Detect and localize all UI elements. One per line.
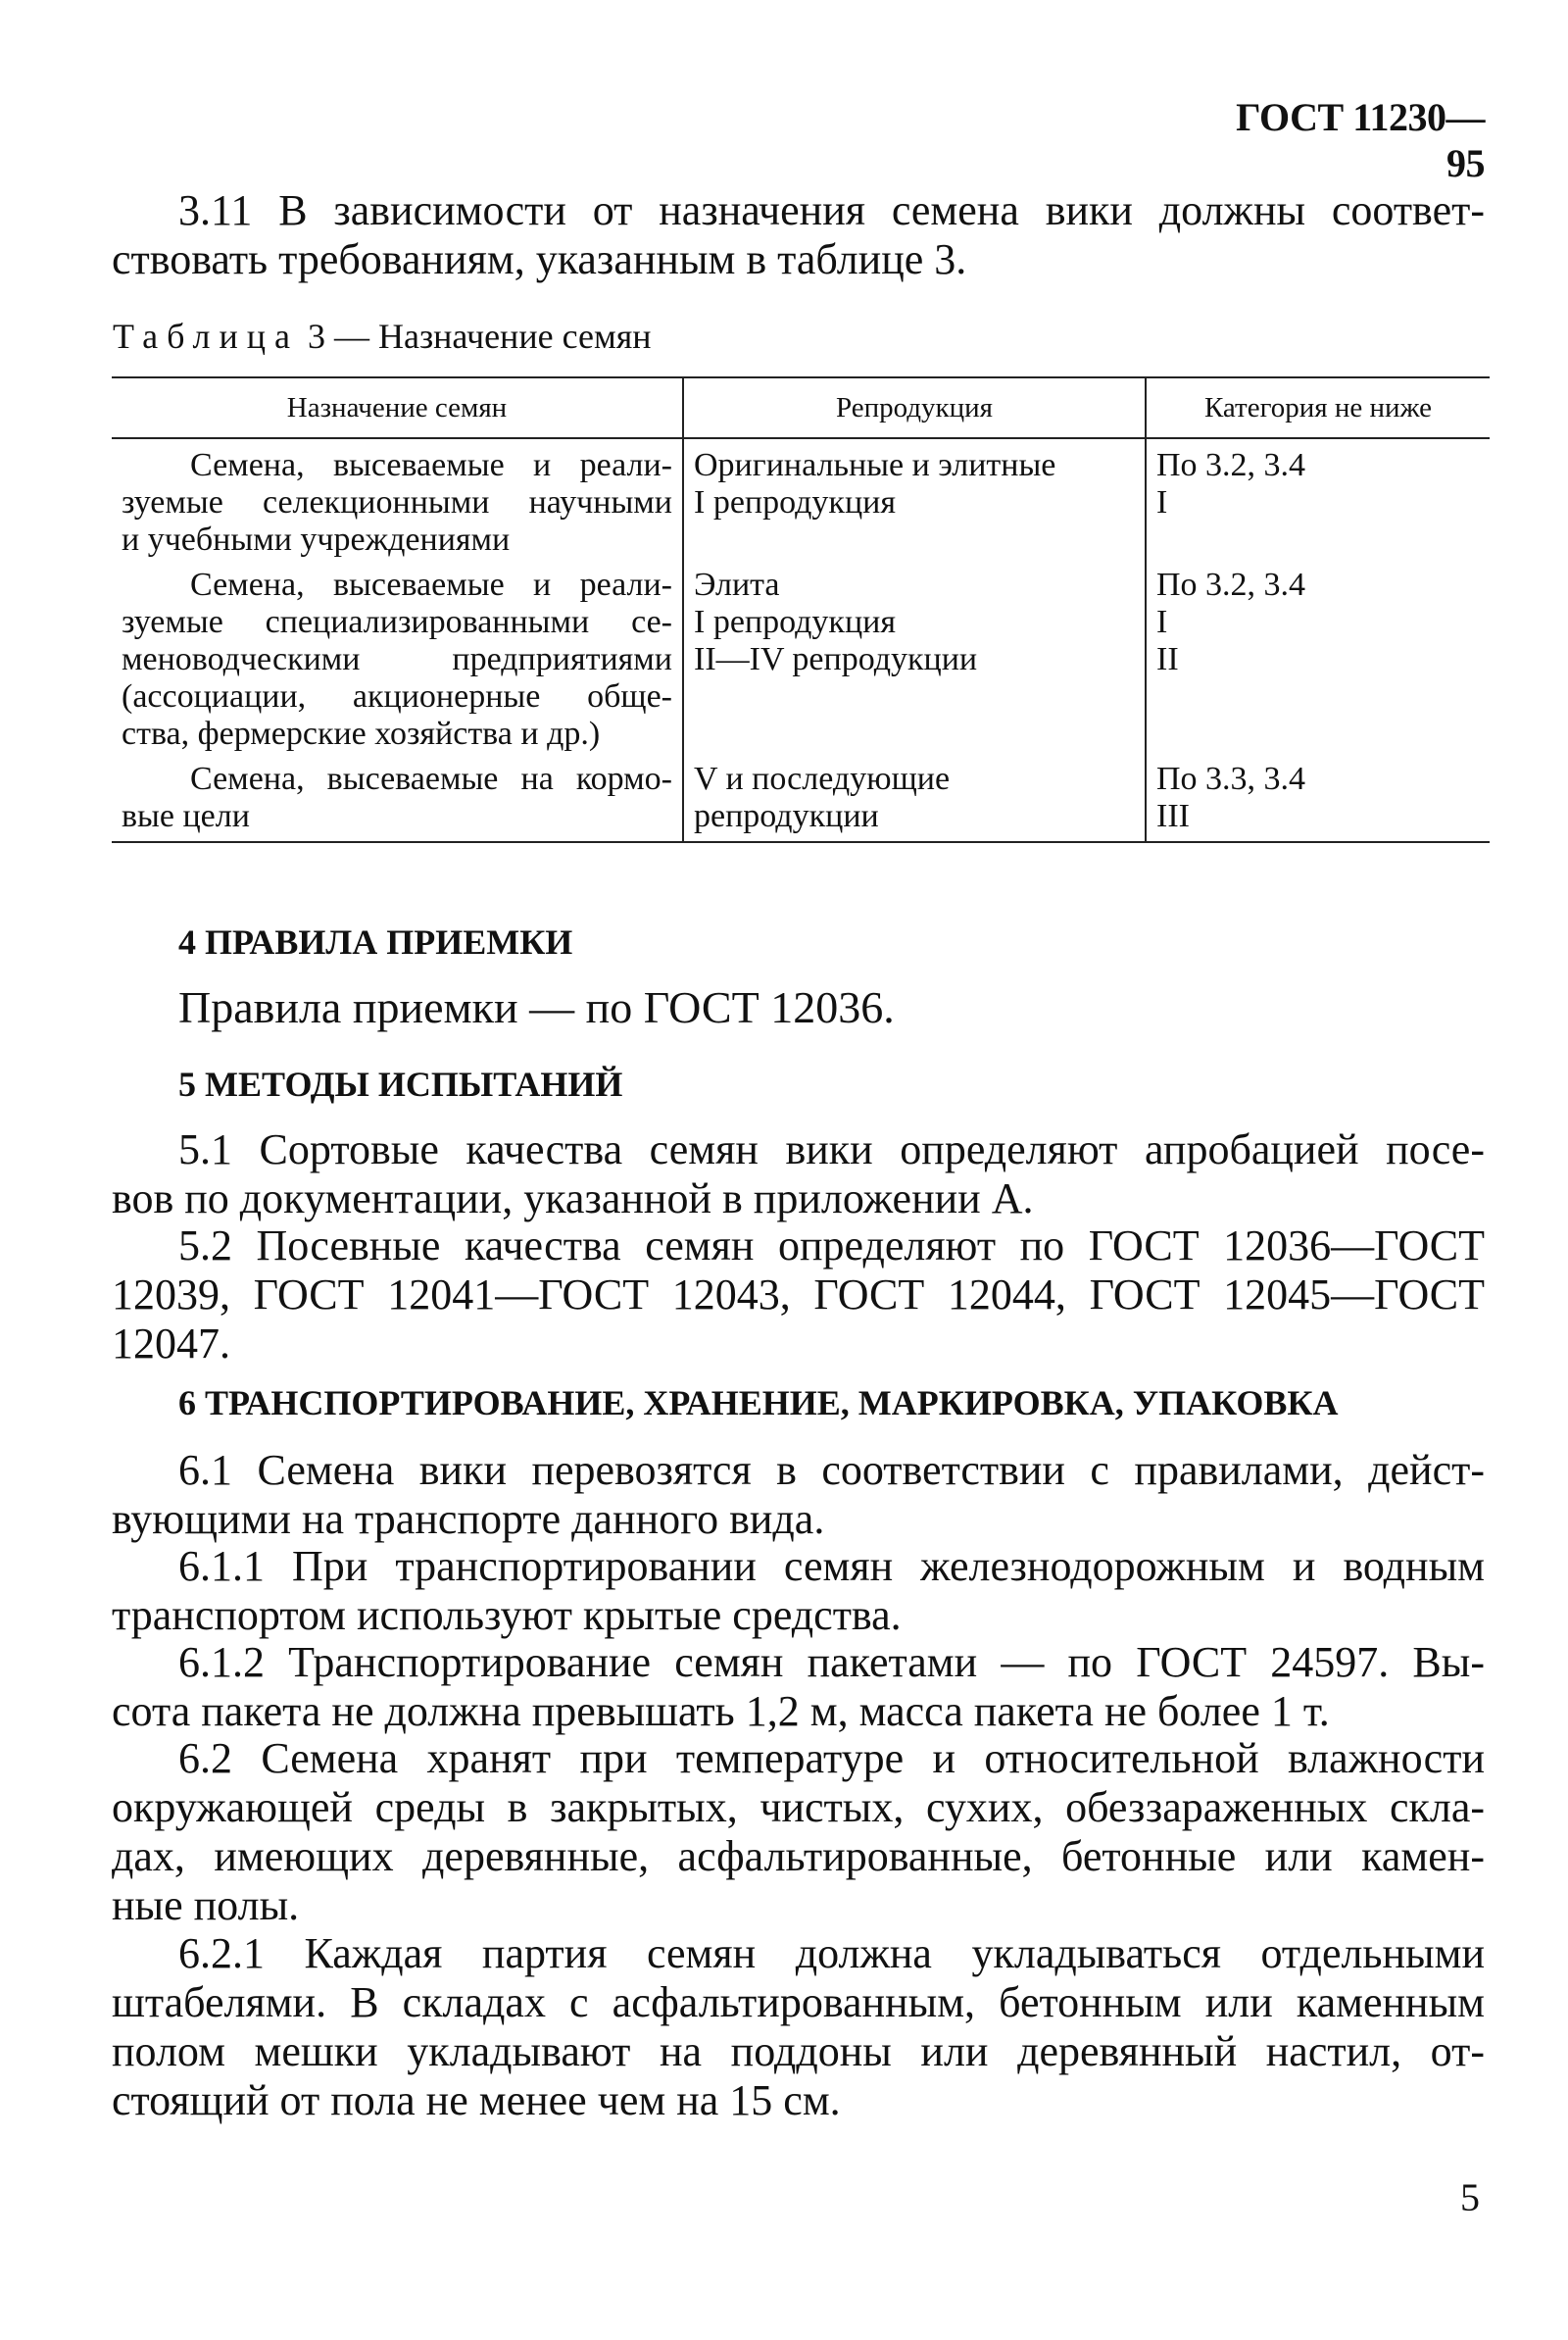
cell-line: Семена, высеваемые и реали- bbox=[190, 447, 672, 483]
cell-line: По 3.3, 3.4 bbox=[1156, 761, 1306, 797]
page-number: 5 bbox=[1460, 2175, 1480, 2219]
cell-line: (ассоциации, акционерные обще- bbox=[122, 678, 672, 715]
cell-line: репродукции bbox=[694, 798, 879, 834]
reproduction-cell bbox=[683, 559, 1146, 753]
text-line: 5.1 Сортовые качества семян вики определяют апробацией посе- bbox=[178, 1125, 1485, 1173]
cell-line: зуемые селекционными научными bbox=[122, 484, 672, 521]
text-line: 6.1.2 Транспортирование семян пакетами — по ГОСТ 24597. Вы- bbox=[178, 1638, 1485, 1686]
text-line: транспортом используют крытые средства. bbox=[112, 1591, 902, 1639]
cell-line: ства, фермерские хозяйства и др.) bbox=[122, 716, 601, 752]
section-4-heading: 4 ПРАВИЛА ПРИЕМКИ bbox=[178, 922, 573, 962]
section-5-heading: 5 МЕТОДЫ ИСПЫТАНИЙ bbox=[178, 1065, 623, 1104]
cell-line: По 3.2, 3.4 bbox=[1156, 567, 1306, 603]
table-caption bbox=[113, 316, 652, 357]
document-code: ГОСТ 11230—95 bbox=[1236, 95, 1485, 185]
column-header-category: Категория не ниже bbox=[1146, 377, 1490, 438]
text-line: дах, имеющих деревянные, асфальтированные, бетонные или камен- bbox=[112, 1832, 1485, 1880]
cell-line: III bbox=[1156, 798, 1190, 834]
text-line: ные полы. bbox=[112, 1881, 300, 1929]
table-row bbox=[112, 559, 1490, 753]
cell-line: Семена, высеваемые и реали- bbox=[190, 567, 672, 603]
section-6-heading: 6 ТРАНСПОРТИРОВАНИЕ, ХРАНЕНИЕ, МАРКИРОВКА, УПАКОВКА bbox=[178, 1383, 1339, 1422]
text-line: 3.11 В зависимости от назначения семена вики должны соответ- bbox=[178, 186, 1485, 234]
reproduction-cell bbox=[683, 438, 1146, 559]
text-line: 6.2.1 Каждая партия семян должна укладываться отдельными bbox=[178, 1929, 1485, 1977]
category-cell bbox=[1146, 438, 1490, 559]
text-line: вов по документации, указанной в приложении А. bbox=[112, 1174, 1034, 1222]
text-line: сота пакета не должна превышать 1,2 м, масса пакета не более 1 т. bbox=[112, 1687, 1330, 1735]
table-caption-text: 3 — Назначение семян bbox=[307, 317, 652, 356]
text-line: вующими на транспорте данного вида. bbox=[112, 1495, 825, 1543]
text-line: 6.2 Семена хранят при температуре и относительной влажности bbox=[178, 1734, 1485, 1782]
purpose-cell bbox=[112, 753, 683, 842]
category-cell bbox=[1146, 753, 1490, 842]
purpose-cell bbox=[112, 438, 683, 559]
cell-line: II—IV репродукции bbox=[694, 641, 978, 677]
text-line: полом мешки укладывают на поддоны или деревянный настил, от- bbox=[112, 2027, 1485, 2075]
cell-line: Оригинальные и элитные bbox=[694, 447, 1056, 483]
table-row bbox=[112, 438, 1490, 559]
cell-line: I репродукция bbox=[694, 484, 896, 521]
column-header-purpose: Назначение семян bbox=[112, 377, 683, 438]
text-line: стоящий от пола не менее чем на 15 см. bbox=[112, 2076, 841, 2124]
text-line: 12039, ГОСТ 12041—ГОСТ 12043, ГОСТ 12044, ГОСТ 12045—ГОСТ bbox=[112, 1270, 1485, 1319]
text-line: 6.1.1 При транспортировании семян железнодорожным и водным bbox=[178, 1542, 1485, 1590]
cell-line: меноводческими предприятиями bbox=[122, 641, 672, 677]
cell-line: Семена, высеваемые на кормо- bbox=[190, 761, 672, 797]
text-line: 6.1 Семена вики перевозятся в соответствии с правилами, дейст- bbox=[178, 1446, 1485, 1494]
text-line: Правила приемки — по ГОСТ 12036. bbox=[178, 982, 895, 1032]
cell-line: V и последующие bbox=[694, 761, 951, 797]
cell-line: I bbox=[1156, 604, 1168, 640]
purpose-cell bbox=[112, 559, 683, 753]
text-line: 5.2 Посевные качества семян определяют по ГОСТ 12036—ГОСТ bbox=[178, 1221, 1485, 1270]
category-cell bbox=[1146, 559, 1490, 753]
text-line: окружающей среды в закрытых, чистых, сухих, обеззараженных скла- bbox=[112, 1783, 1485, 1831]
table-header-row bbox=[112, 377, 1490, 438]
cell-line: По 3.2, 3.4 bbox=[1156, 447, 1306, 483]
cell-line: I репродукция bbox=[694, 604, 896, 640]
cell-line: II bbox=[1156, 641, 1179, 677]
table-caption-label: Таблица bbox=[113, 317, 299, 356]
column-header-reproduction: Репродукция bbox=[683, 377, 1146, 438]
cell-line: I bbox=[1156, 484, 1168, 521]
text-line: 12047. bbox=[112, 1319, 230, 1368]
cell-line: вые цели bbox=[122, 798, 250, 834]
cell-line: и учебными учреждениями bbox=[122, 522, 511, 558]
text-line: штабелями. В складах с асфальтированным, бетонным или каменным bbox=[112, 1978, 1485, 2026]
cell-line: зуемые специализированными се- bbox=[122, 604, 672, 640]
reproduction-cell bbox=[683, 753, 1146, 842]
seed-purpose-table bbox=[112, 376, 1490, 843]
table-row bbox=[112, 753, 1490, 842]
cell-line: Элита bbox=[694, 567, 780, 603]
text-line: ствовать требованиям, указанным в таблице 3. bbox=[112, 235, 967, 283]
